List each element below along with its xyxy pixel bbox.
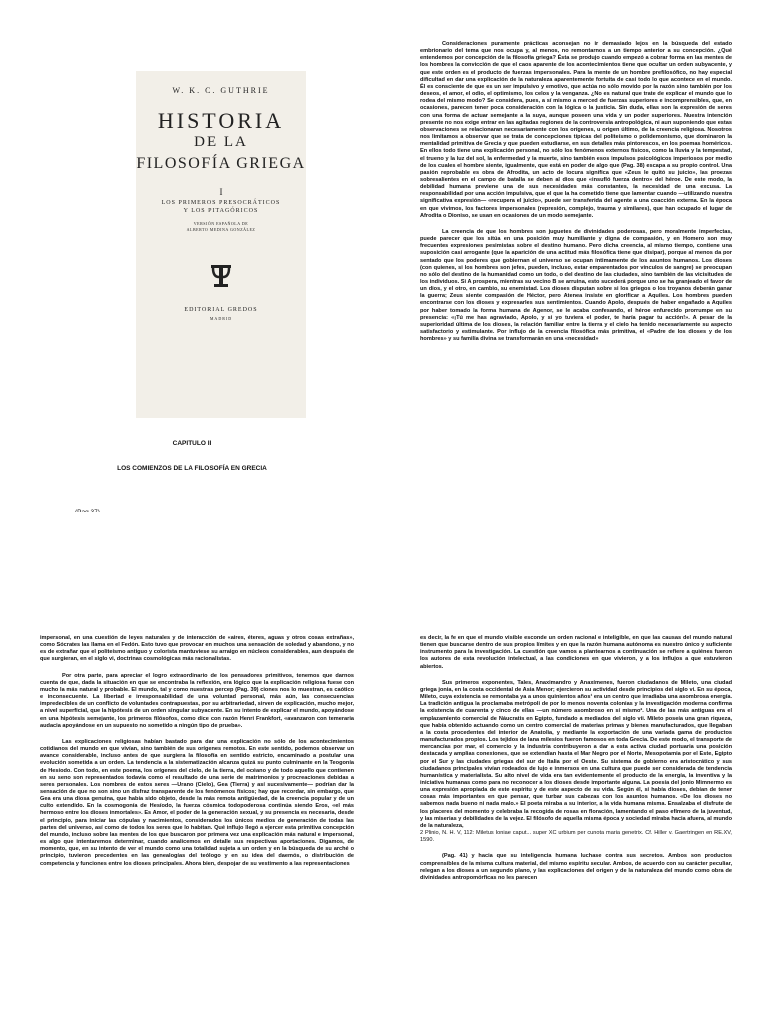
text-page-bottom-left	[0, 512, 384, 1024]
paragraph: (Pag. 41) y hacia que su inteligencia humana luchase contra sus secretos. Ambos son productos comprensibles de la misma cultura material, del mismo espíritu secular. Ambos, de acuerdo con su carácter peculiar, relegan a los dioses a un segundo plano, y las explicaciones del origen y de la naturaleza del mundo como obra de divinidades antropomórficas no les parecen	[420, 853, 732, 881]
text-column	[40, 635, 354, 868]
publisher-logo-icon	[209, 263, 233, 291]
paragraph: impersonal, en una cuestión de leyes naturales y de interacción de «aires, éteres, aguas y otros cosas extrañas», como Sócrates las llama en el Fedón. Esto tuvo que provocar en muchos una sensación de soledad y abandono, y no es de extrañar que el politeísmo antiguo y colorista mantuviese su arraigo en núcleos considerables, aun después de que surgieran, en el siglo vi, doctrinas cosmológicas más racionalistas.	[40, 635, 354, 663]
cover-city: MADRID	[209, 316, 233, 321]
chapter-title: LOS COMIENZOS DE LA FILOSOFÍA EN GRECIA	[117, 465, 267, 472]
cover-title-line-3: FILOSOFÍA GRIEGA	[136, 155, 306, 172]
cover-subtitle	[136, 199, 306, 215]
paragraph: Consideraciones puramente prácticas aconsejan no ir demasiado lejos en la búsqueda del estado embrionario del tema que nos ocupa y, al menos, no remontarnos a un tiempo anterior a su concepción. ¿Qué entendemos por concepción de la filosofía griega? Ésta se produjo cuando empezó a cobrar forma en las mentes de los hombres la convicción de que el caos aparente de los acontecimientos tiene que ocultar un orden subyacente, y que este orden es el producto de fuerzas impersonales. Para la mente de un hombre prefilosófico, no hay especial dificultad en dar una explicación de la naturaleza aparentemente fortuita de casi todo lo que acontece en el mundo. Él es consciente de que es un ser impulsivo y emotivo, que actúa no sólo movido por la razón sino también por los deseos, el amor, el odio, el optimismo, los celos y la venganza. ¿No es natural que trate de explicar el mundo que lo rodea del mismo modo? Se considera, pues, a sí mismo a merced de fuerzas superiores e incomprensibles, que, en ocasiones, parecen tener poca consideración con la lógica o la justicia. Sin duda, ellas son la expresión de seres con una forma de actuar semejante a la suya, aunque poseen una vida y un poder superiores. Nuestra intención presente no nos exige entrar en las agitadas regiones de la controversia antropológica, ni aun suponiendo que estas observaciones se relacionaran necesariamente con los orígenes, u origen último, de la creencia religiosa. Nosotros nos limitamos a observar que se trata de concepciones típicas del politeísmo o polidemonismo, que dominaron la mentalidad primitiva de Grecia y que pueden estudiarse, en sus detalles más pintorescos, en los poemas homéricos. En ellos todo tiene una explicación personal, no sólo los fenómenos externos físicos, como la lluvia y la tempestad, el trueno y la luz del sol, la enfermedad y la muerte, sino también esos impulsos psicológicos imperiosos por medio de los cuales el hombre siente, igualmente, que está en poder de algo que (Pag. 38) escapa a su propio control. Una pasión reprobable es obra de Afrodita, un acto de locura significa que «Zeus le quitó su juicio», las proezas sobresalientes en el campo de batalla se deben al dios que «insufló fuerza dentro» del héroe. De este modo, la debilidad humana previene una de sus necesidades más constantes, la necesidad de una excusa. La responsabilidad por una acción impulsiva, que el que la ha cometido tiene que lamentar cuando —utilizando nuestra significativa expresión— «recupera el juicio», puede ser transferida del agente a una coacción externa. En la época en que vivimos, los factores impersonales (represión, complejo, trauma y similares), que han ocupado el lugar de Afrodita o Dioniso, se usan en ocasiones de un modo semejante.	[420, 41, 732, 219]
paragraph: Sus primeros exponentes, Tales, Anaximandro y Anaxímenes, fueron ciudadanos de Mileto, una ciudad griega jonia, en la costa occidental de Asia Menor; ejercieron su actividad desde principios del siglo vi. En su época, Mileto, cuya existencia se remontaba ya a unos quinientos años¹ era un centro que irradiaba una asombrosa energía. La tradición antigua la proclamaba metrópoli de por lo menos noventa colonias y la investigación moderna confirma la existencia de cuarenta y cinco de ellas —un número asombroso en sí mismo². Una de las más antiguas era el emplazamiento comercial de Náucratis en Egipto, fundado a mediados del siglo vii. Mileto poseía una gran riqueza, que había obtenido actuando como un centro comercial de materias primas y bienes manufacturados, que llegaban a la costa procedentes del interior de Anatolia, y mediante la exportación de una variada gama de productos manufacturados propios. Los tejidos de lana milesios fueron famosos en toda Grecia. De este modo, el transporte de mercancías por mar, el comercio y la industria contribuyeron a dar a esta activa ciudad portuaria una posición destacada y amplias conexiones, que se extendían hasta el Mar Negro por el Norte, Mesopotamia por el Este, Egipto por el Sur y las ciudades griegas del sur de Italia por el Oeste. Su sistema de gobierno era aristocrático y sus ciudadanos principales vivían rodeados de lujo e inmersos en una cultura que puede ser considerada de tendencia humanística y materialista. Su alto nivel de vida era tan evidentemente el producto de la energía, la inventiva y la iniciativa humanas como para no reconocer a los dioses desde importante alguna. La poesía del jonio Mimnermo es una expresión apropiada de este espíritu y de este aspecto de su vida. Según él, si había dioses, debían de tener cosas más importantes en que pensar, que turbar sus cabezas con los asuntos humanos. «De los dioses no sabemos nada bueno ni nada malo.» El poeta miraba a su interior, a la vida humana misma. Ensalzaba el disfrute de los placeres del momento y celebraba la recogida de rosas en floración, lamentando el paso efímero de la juventud, y las miserias y debilidades de la vejez. El filósofo de aquella misma época y sociedad miraba hacia afuera, al mundo de la naturaleza,	[420, 679, 732, 829]
cover-translator-line-1: VERSIÓN ESPAÑOLA DE	[193, 221, 249, 226]
cover-publisher: EDITORIAL GREDOS	[184, 307, 258, 313]
book-cover	[136, 71, 306, 418]
cover-translator	[136, 221, 306, 233]
cover-and-chapter-page	[0, 0, 384, 512]
text-page-bottom-right	[384, 512, 768, 1024]
text-column	[420, 635, 732, 882]
chapter-number: CAPITULO II	[172, 440, 212, 447]
cover-title-line-1: HISTORIA	[157, 108, 285, 133]
text-column	[420, 41, 732, 343]
paragraph: Las explicaciones religiosas habían bastado para dar una explicación no sólo de los acontecimientos cotidianos del mundo en que vivían, sino también de sus orígenes remotos. En este sentido, podemos observar un avance considerable, incluso antes de que surgiera la filosofía en sentido estricto, encaminado a postular una evolución sometida a un orden. La tendencia a la sistematización alcanza quizá su punto culminante en la Teogonía de Hesíodo. Con todo, en este poema, los orígenes del cielo, de la tierra, del océano y de todo aquello que contienen en su seno son representados todavía como el resultado de una serie de matrimonios y procreaciones debidas a seres personales. Los nombres de estos seres —Urano (Cielo), Gea (Tierra) y así sucesivamente— podrían dar la sensación de que no son sino un disfraz transparente de los fenómenos físicos; hay que recordar, sin embargo, que Gea era una diosa genuina, que había sido objeto, desde la más remota antigüedad, de la creencia popular y de un culto extendido. En la cosmogonía de Hesíodo, la fuerza cósmica todopoderosa continúa siendo Eros, «el más hermoso entre los dioses inmortales». Es Amor, el poder de la generación sexual, y su presencia es necesaria, desde el principio, para iniciar las cópulas y nacimientos, considerados los únicos medios de generación de todas las partes del universo, así como de todos los seres que lo habitan. Qué influjo llegó a ejercer esta primitiva concepción del mundo, incluso sobre las mentes de los que buscaron por primera vez una explicación más natural e impersonal, es algo que intentaremos determinar, cuando analicemos en detalle sus respectivas aportaciones. Digamos, de momento, que, en su intento de ver el mundo como una totalidad sujeta a un orden y en la búsqueda de su arché o principio, tuvieron precedentes en las genealogías del teólogo y en su idea del daemós, o distribución de competencia y funciones entre los dioses principales. Ahora bien, despojar de su vestimento a las representaciones	[40, 738, 354, 867]
cover-translator-line-2: ALBERTO MEDINA GONZÁLEZ	[186, 227, 256, 232]
text-page-top-right	[384, 0, 768, 512]
cover-author: W. K. C. GUTHRIE	[172, 86, 270, 95]
cover-subtitle-line-2: Y LOS PITAGÓRICOS	[183, 208, 259, 214]
cover-subtitle-line-1: LOS PRIMEROS PRESOCRÁTICOS	[161, 200, 281, 206]
cover-title-line-2: DE LA	[194, 134, 248, 150]
cover-volume: I	[219, 187, 223, 197]
footnote: 2 Plinio, N. H. V, 112: Miletus Ioniae caput... super XC urbium per cunota maria genetrix. Cf. Hiller v. Gaertringen en RE.XV, 1590.	[420, 830, 732, 844]
paragraph: es decir, la fe en que el mundo visible esconde un orden racional e inteligible, en que las causas del mundo natural tienen que buscarse dentro de sus propios límites y en que la razón humana autónoma es nuestro único y suficiente instrumento para la investigación. La cuestión que vamos a plantearnos a continuación se refiere a quiénes fueron los autores de esta revolución intelectual, a las condiciones en que vivieron, y a los influjos a que estuvieron abiertos.	[420, 635, 732, 670]
paragraph: Por otra parte, para apreciar el logro extraordinario de los pensadores primitivos, tenemos que darnos cuenta de que, dada la situación en que se encontraba la reflexión, era lógico que la explicación religiosa fuese con mucho la más natural y probable. El mundo, tal y como nuestras percep (Pag. 39) ciones nos lo muestran, es caótico e inconsecuente. La libertad e irresponsabilidad de una voluntad personal, más aún, las consecuencias impredecibles de un conflicto de voluntades contrapuestas, por su arbitrariedad, sirven de explicación, mucho mejor, a nivel superficial, que la hipótesis de un orden singular subyacente. En su intento de explicar el mundo, apoyándose en una hipótesis semejante, los primeros filósofos, como dice con razón Henri Frankfort, «avanzaron con temeraria audacia apoyándose en un supuesto no sometido a ningún tipo de prueba».	[40, 672, 354, 729]
paragraph: La creencia de que los hombres son juguetes de divinidades poderosas, pero moralmente imperfectas, puede parecer que los sitúa en una posición muy humillante y digna de compasión, y en Homero son muy frecuentes expresiones pesimistas sobre el destino humano. Pero dicha creencia, al mismo tiempo, contiene una suposición casi arrogante (que la aparición de una actitud más filosófica tiene que disipar), porque al menos da por sentado que los poderes que gobiernan el universo se ocupan íntimamente de los asuntos humanos. Los dioses (con quienes, si los hombres son jefes, pueden, incluso, estar emparentados por vínculos de sangre) se preocupan no sólo del destino de la humanidad como un todo, o del destino de las ciudades, sino también de las vicisitudes de los individuos. Si A prospera, mientras su vecino B se arruina, esto sucederá porque uno se ha granjeado el favor de un dios, y el otro, en cambio, su enemistad. Los dioses disputan sobre si los griegos o los troyanos deberán ganar la guerra; Zeus siente compasión de Héctor, pero Atenea insiste en glorificar a Aquiles. Los hombres pueden encontrarse con los dioses y expresarles sus sentimientos. Cuando Apolo, después de haber engañado a Aquiles por haber tomado la forma humana de Agenor, se le acaba confesando, el héroe enfurecido prorrumpe en su presencia: «¡Tú me has agraviado, Apolo, y si yo tuviera el poder, te haría pagar tu acción!». A pesar de la superioridad última de los dioses, la relación familiar entre la tierra y el cielo ha tenido necesariamente su aspecto satisfactorio y estimulante. Por influjo de la creencia filosófica más primitiva, el «Padre de los dioses y de los hombres» y su familia divina se transformarán en una «necesidad»	[420, 228, 732, 343]
